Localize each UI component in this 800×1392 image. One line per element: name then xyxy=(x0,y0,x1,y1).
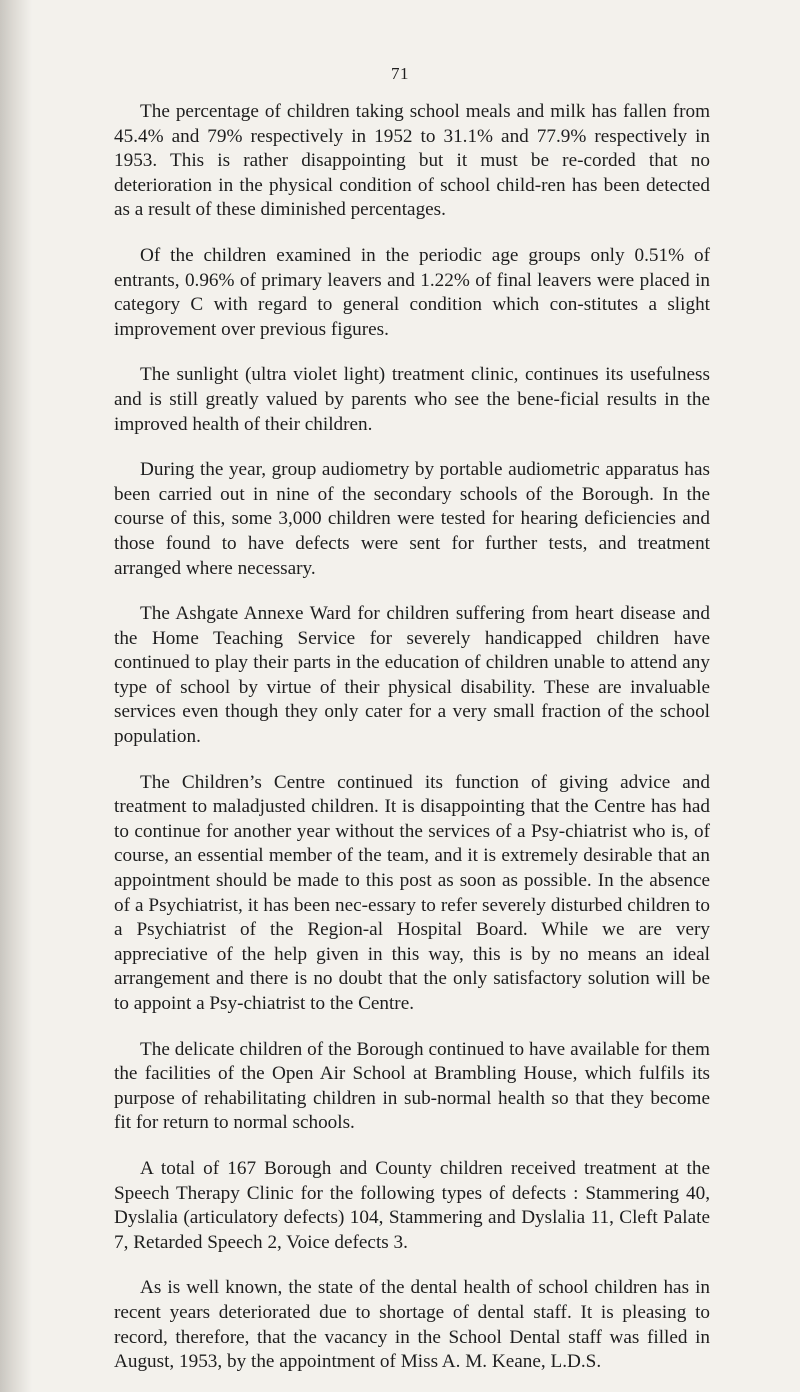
paragraph-speech-therapy: A total of 167 Borough and County children received treatment at the Speech Therapy Clinic for the following types of defects : Stammering 40, Dyslalia (articulatory defects) 104, Stammering and Dyslalia 11, Cleft Palate 7, Retarded Speech 2, Voice defects 3. xyxy=(114,1157,710,1253)
paragraph-childrens-centre: The Children’s Centre continued its function of giving advice and treatment to maladjusted children. It is disappointing that the Centre has had to continue for another year without the services of a Psy-chiatrist who is, of course, an essential member of the team, and it is extremely desirable that an appointment should be made to this post as soon as possible. In the absence of a Psychiatrist, it has been nec-essary to refer severely disturbed children to a Psychiatrist of the Region-al Hospital Board. While we are very appreciative of the help given in this way, this is by no means an ideal arrangement and there is no doubt that the only satisfactory solution will be to appoint a Psy-chiatrist to the Centre. xyxy=(114,771,710,1014)
body-text xyxy=(114,100,710,1375)
page-binding-shadow xyxy=(0,0,32,1392)
paragraph-sunlight-clinic: The sunlight (ultra violet light) treatment clinic, continues its usefulness and is still greatly valued by parents who see the bene-ficial results in the improved health of their children. xyxy=(114,364,710,435)
paragraph-dental-health: As is well known, the state of the dental health of school children has in recent years deteriorated due to shortage of dental staff. It is pleasing to record, therefore, that the vacancy in the School Dental staff was filled in August, 1953, by the appointment of Miss A. M. Keane, L.D.S. xyxy=(114,1277,710,1373)
paragraph-school-meals: The percentage of children taking school meals and milk has fallen from 45.4% and 79% respectively in 1952 to 31.1% and 77.9% respectively in 1953. This is rather disappointing but it must be re-corded that no deterioration in the physical condition of school child-ren has been detected as a result of these diminished percentages. xyxy=(114,101,710,221)
paragraph-audiometry: During the year, group audiometry by portable audiometric apparatus has been carried out in nine of the secondary schools of the Borough. In the course of this, some 3,000 children were tested for hearing deficiencies and those found to have defects were sent for further tests, and treatment arranged where necessary. xyxy=(114,459,710,579)
paragraph-ashgate-annexe: The Ashgate Annexe Ward for children suffering from heart disease and the Home Teaching Service for severely handicapped children have continued to play their parts in the education of children unable to attend any type of school by virtue of their physical disability. These are invaluable services even though they only cater for a very small fraction of the school population. xyxy=(114,603,710,748)
paragraph-category-c: Of the children examined in the periodic age groups only 0.51% of entrants, 0.96% of primary leavers and 1.22% of final leavers were placed in category C with regard to general condition which con-stitutes a slight improvement over previous figures. xyxy=(114,244,710,340)
paragraph-open-air-school: The delicate children of the Borough continued to have available for them the facilities of the Open Air School at Brambling House, which fulfils its purpose of rehabilitating children in sub-normal health so that they become fit for return to normal schools. xyxy=(114,1038,710,1134)
page-number: 71 xyxy=(391,64,409,83)
